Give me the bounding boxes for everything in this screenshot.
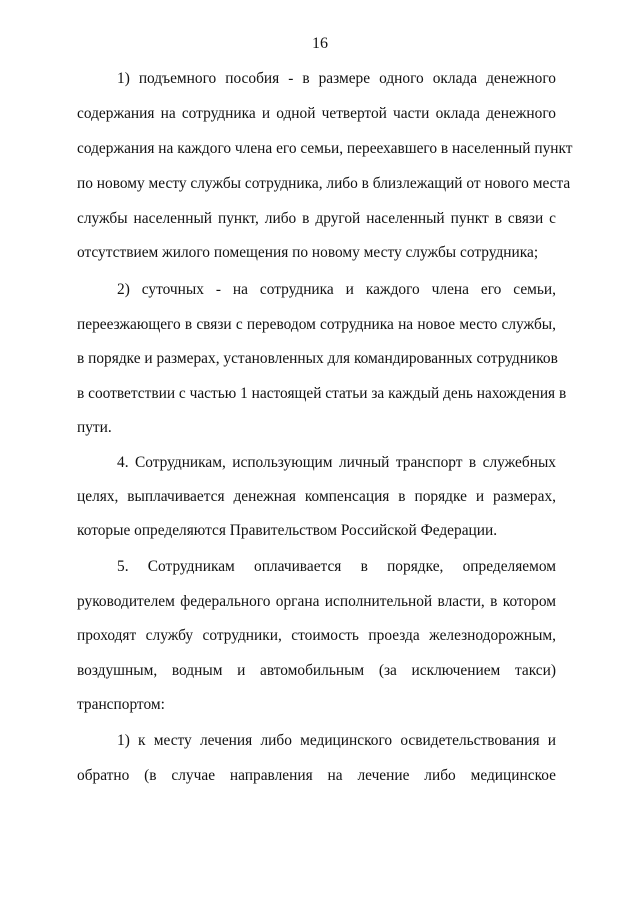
paragraph-2-line-5: пути. — [77, 419, 112, 436]
paragraph-4-line-3: проходят службу сотрудники, стоимость проезда железнодорожным, — [77, 627, 556, 644]
paragraph-2-line-1: 2) суточных - на сотрудника и каждого члена его семьи, — [117, 281, 556, 298]
paragraph-5-line-1: 1) к месту лечения либо медицинского освидетельствования и — [117, 732, 556, 749]
paragraph-4-line-4: воздушным, водным и автомобильным (за исключением такси) — [77, 662, 556, 679]
paragraph-1-line-4: по новому месту службы сотрудника, либо в близлежащий от нового места — [77, 175, 571, 192]
paragraph-1-line-5: службы населенный пункт, либо в другой населенный пункт в связи с — [77, 210, 556, 227]
paragraph-4-line-5: транспортом: — [77, 696, 165, 713]
paragraph-2-line-2: переезжающего в связи с переводом сотрудника на новое место службы, — [77, 316, 556, 333]
paragraph-5-line-2: обратно (в случае направления на лечение либо медицинское — [77, 767, 556, 784]
paragraph-2-line-4: в соответствии с частью 1 настоящей статьи за каждый день нахождения в — [77, 385, 567, 402]
paragraph-2-line-3: в порядке и размерах, установленных для командированных сотрудников — [77, 350, 558, 367]
paragraph-3-line-3: которые определяются Правительством Российской Федерации. — [77, 522, 498, 539]
paragraph-4-line-1: 5. Сотрудникам оплачивается в порядке, определяемом — [117, 558, 556, 575]
paragraph-1-line-6: отсутствием жилого помещения по новому месту службы сотрудника; — [77, 244, 539, 261]
paragraph-1-line-2: содержания на сотрудника и одной четвертой части оклада денежного — [77, 105, 556, 122]
paragraph-1-line-3: содержания на каждого члена его семьи, переехавшего в населенный пункт — [77, 140, 573, 157]
paragraph-4-line-2: руководителем федерального органа исполнительной власти, в котором — [77, 593, 556, 610]
page-number: 16 — [312, 35, 328, 52]
paragraph-3-line-2: целях, выплачивается денежная компенсация в порядке и размерах, — [77, 488, 556, 505]
paragraph-1-line-1: 1) подъемного пособия - в размере одного оклада денежного — [117, 70, 556, 87]
paragraph-3-line-1: 4. Сотрудникам, использующим личный транспорт в служебных — [117, 454, 556, 471]
